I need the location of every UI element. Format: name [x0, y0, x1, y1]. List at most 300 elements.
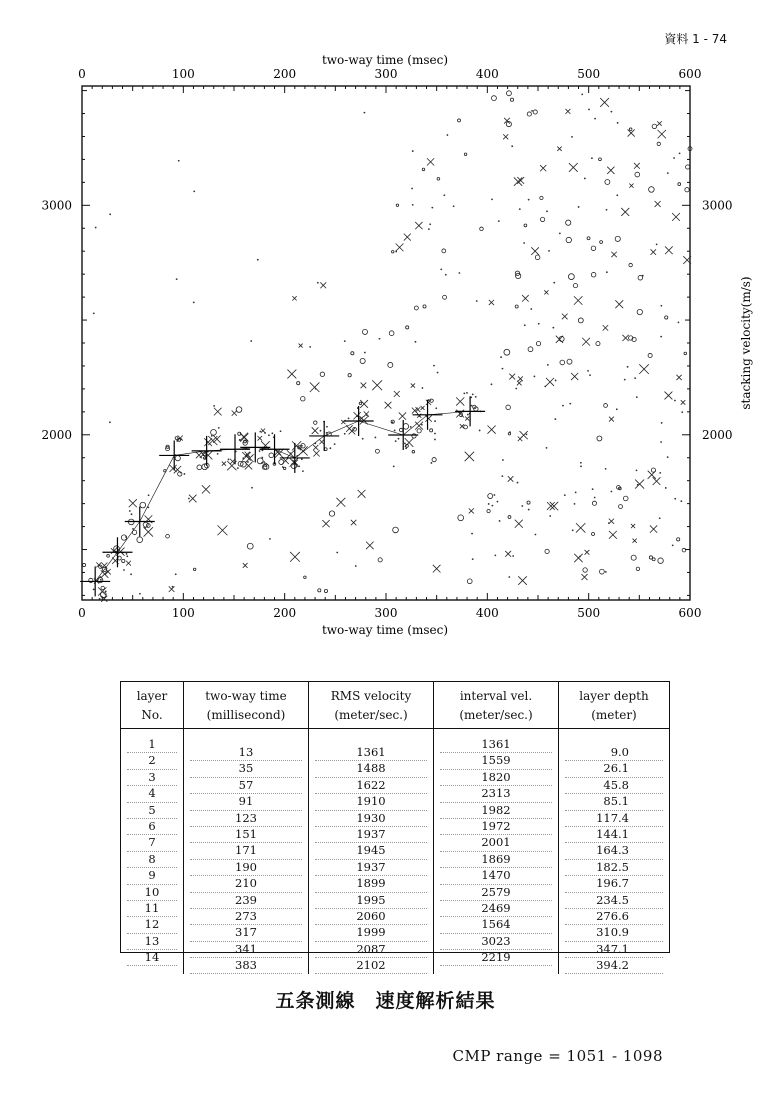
table-cell: 85.1	[565, 794, 663, 810]
scatter-point	[578, 318, 583, 323]
scatter-point	[458, 515, 464, 521]
scatter-point	[388, 362, 393, 367]
scatter-point	[405, 448, 407, 450]
table-cell: 1869	[440, 852, 552, 868]
scatter-point	[329, 447, 331, 449]
scatter-point	[351, 352, 354, 355]
scatter-point	[193, 568, 195, 570]
table-cell: 10	[127, 885, 177, 901]
x-tick-label-bottom: 300	[374, 606, 398, 620]
scatter-point	[546, 447, 548, 449]
scatter-point	[421, 424, 423, 426]
scatter-point	[673, 157, 675, 159]
scatter-point	[107, 555, 110, 558]
scatter-point	[637, 484, 639, 486]
scatter-point	[538, 323, 540, 325]
scatter-point	[213, 405, 215, 407]
scatter-point	[334, 443, 336, 445]
scatter-point	[499, 520, 501, 522]
scatter-point	[399, 412, 406, 419]
scatter-point	[95, 227, 97, 229]
scatter-point	[122, 559, 125, 562]
scatter-point	[562, 405, 564, 407]
scatter-point	[263, 461, 265, 463]
scatter-point	[313, 450, 319, 456]
table-cell: 347.1	[565, 942, 663, 958]
x-tick-label-top: 500	[577, 67, 601, 81]
scatter-point	[214, 408, 222, 416]
table-cell: 4	[127, 786, 177, 802]
scatter-point	[639, 364, 649, 374]
scatter-point	[304, 576, 307, 579]
table-cell: 1	[127, 737, 177, 753]
scatter-point	[562, 314, 568, 320]
scatter-point	[319, 440, 324, 445]
scatter-point	[406, 326, 409, 329]
scatter-point	[564, 494, 566, 496]
scatter-point	[140, 502, 146, 508]
y-tick-label-left: 3000	[41, 198, 72, 213]
scatter-point	[527, 501, 530, 504]
scatter-point	[93, 312, 95, 314]
figure-caption: 五条測線 速度解析結果	[275, 990, 496, 1012]
scatter-point	[351, 520, 357, 526]
scatter-point	[290, 552, 300, 562]
scatter-point	[619, 505, 623, 509]
scatter-point	[636, 470, 638, 472]
scatter-point	[314, 421, 317, 424]
scatter-point	[653, 477, 661, 485]
scatter-point	[440, 268, 442, 270]
scatter-point	[611, 252, 616, 257]
scatter-point	[395, 440, 397, 442]
scatter-point	[555, 380, 557, 382]
pick-trend-line	[95, 411, 470, 581]
scatter-point	[528, 347, 533, 352]
scatter-point	[617, 122, 619, 124]
scatter-point	[396, 244, 404, 252]
scatter-point	[497, 501, 499, 503]
scatter-point	[423, 305, 426, 308]
scatter-point	[527, 112, 531, 116]
velocity-pick	[280, 443, 310, 473]
scatter-point	[634, 377, 636, 379]
scatter-point	[627, 366, 629, 368]
scatter-point	[297, 382, 300, 385]
scatter-point	[637, 309, 642, 314]
scatter-point	[301, 445, 303, 447]
table-cell: 1559	[440, 753, 552, 769]
scatter-point	[589, 374, 591, 376]
scatter-point	[394, 391, 400, 397]
scatter-point	[657, 121, 662, 126]
table-cell: 1361	[440, 737, 552, 753]
scatter-point	[247, 543, 253, 549]
scatter-point	[607, 167, 614, 174]
scatter-point	[430, 429, 433, 432]
table-cell: 1999	[315, 925, 427, 941]
x-tick-label-bottom: 100	[171, 606, 195, 620]
scatter-point	[143, 522, 148, 527]
scatter-point	[629, 263, 632, 266]
table-cell: 7	[127, 835, 177, 851]
scatter-point	[283, 467, 285, 469]
scatter-point	[399, 428, 402, 431]
scatter-point	[524, 224, 527, 227]
scatter-point	[544, 386, 546, 388]
table-cell: 190	[190, 860, 302, 876]
velocity-table	[120, 681, 670, 973]
scatter-point	[491, 198, 493, 200]
scatter-point	[512, 555, 514, 557]
scatter-point	[465, 417, 469, 421]
scatter-point	[491, 383, 493, 385]
scatter-point	[530, 308, 532, 310]
scatter-point	[511, 145, 513, 147]
scatter-point	[344, 340, 346, 342]
scatter-point	[557, 147, 561, 151]
scatter-point	[99, 576, 101, 578]
scatter-point	[211, 429, 217, 435]
scatter-point	[674, 400, 676, 402]
scatter-point	[610, 111, 612, 113]
scatter-point	[565, 109, 570, 114]
scatter-point	[394, 430, 396, 432]
scatter-point	[405, 438, 414, 447]
scatter-point	[247, 461, 249, 463]
scatter-point	[348, 374, 351, 377]
scatter-point	[536, 341, 540, 345]
scatter-point	[487, 425, 495, 433]
scatter-point	[427, 158, 434, 165]
scatter-point	[422, 387, 424, 389]
scatter-point	[99, 598, 101, 600]
scatter-point	[211, 435, 213, 437]
scatter-point	[658, 130, 666, 138]
table-cell: 1995	[315, 893, 427, 909]
table-cell: 9.0	[565, 745, 663, 761]
scatter-point	[411, 188, 413, 190]
column-two-way-time	[190, 745, 302, 974]
velocity-pick	[413, 400, 443, 430]
scatter-point	[257, 436, 262, 441]
scatter-point	[686, 165, 690, 169]
scatter-point	[429, 223, 431, 225]
scatter-point	[433, 565, 441, 573]
scatter-point	[548, 250, 550, 252]
scatter-point	[287, 370, 296, 379]
scatter-point	[392, 250, 394, 252]
scatter-point	[681, 400, 686, 405]
scatter-point	[463, 393, 465, 395]
scatter-point	[631, 555, 636, 560]
scatter-point	[681, 411, 683, 413]
scatter-point	[506, 405, 511, 410]
scatter-point	[552, 327, 554, 329]
scatter-point	[228, 459, 230, 461]
scatter-point	[649, 556, 652, 559]
scatter-point	[491, 505, 493, 507]
scatter-point	[584, 178, 586, 180]
scatter-point	[184, 473, 186, 475]
scatter-point	[301, 397, 305, 401]
scatter-point	[445, 274, 447, 276]
scatter-point	[336, 552, 338, 554]
scatter-point	[290, 458, 299, 467]
table-cell: 1622	[315, 778, 427, 794]
table-cell: 11	[127, 901, 177, 917]
scatter-point	[431, 207, 433, 209]
scatter-point	[657, 142, 660, 145]
scatter-point	[623, 496, 628, 501]
table-cell: 26.1	[565, 761, 663, 777]
scatter-point	[665, 392, 673, 400]
table-cell: 1899	[315, 876, 427, 892]
scatter-point	[410, 426, 412, 428]
scatter-point	[540, 217, 544, 221]
scatter-point	[616, 194, 618, 196]
scatter-point	[472, 393, 474, 395]
scatter-point	[604, 404, 608, 408]
scatter-point	[621, 208, 629, 216]
scatter-point	[667, 172, 669, 174]
scatter-point	[82, 563, 85, 566]
table-cell: 1930	[315, 811, 427, 827]
scatter-point	[412, 204, 414, 206]
scatter-point	[355, 565, 357, 567]
scatter-point	[672, 544, 674, 546]
scatter-point	[315, 388, 317, 390]
scatter-point	[320, 430, 322, 432]
x-axis-label-top: two-way time (msec)	[321, 53, 449, 67]
scatter-point	[631, 524, 635, 528]
scatter-point	[580, 465, 582, 467]
scatter-point	[659, 472, 661, 474]
scatter-point	[606, 271, 608, 273]
scatter-point	[415, 341, 417, 343]
scatter-point	[605, 468, 607, 470]
scatter-point	[412, 450, 415, 453]
scatter-point	[576, 523, 585, 532]
scatter-point	[100, 579, 102, 581]
plot-frame	[82, 86, 690, 600]
scatter-point	[374, 437, 376, 439]
scatter-point	[592, 488, 594, 490]
scatter-point	[592, 532, 595, 535]
x-tick-label-top: 100	[171, 67, 195, 81]
scatter-point	[366, 414, 368, 416]
scatter-point	[622, 335, 628, 341]
scatter-point	[378, 558, 382, 562]
scatter-point	[309, 346, 311, 348]
x-tick-label-top: 200	[273, 67, 297, 81]
scatter-point	[660, 305, 662, 307]
scatter-point	[652, 124, 656, 128]
scatter-point	[109, 421, 111, 423]
scatter-point	[169, 586, 175, 592]
scatter-point	[193, 302, 195, 304]
scatter-point	[361, 383, 367, 389]
scatter-point	[535, 255, 540, 260]
scatter-point	[624, 379, 626, 381]
scatter-point	[575, 491, 577, 493]
header-layer-depth: layer depth (meter)	[559, 682, 670, 729]
scatter-point	[359, 402, 362, 405]
scatter-point	[655, 201, 661, 207]
scatter-point	[505, 551, 511, 557]
scatter-point	[609, 417, 614, 422]
scatter-point	[494, 494, 496, 496]
table-cell: 91	[190, 794, 302, 810]
scatter-point	[650, 249, 656, 255]
scatter-point	[459, 272, 461, 274]
scatter-point	[503, 134, 508, 139]
scatter-point	[414, 306, 418, 310]
scatter-point	[524, 324, 526, 326]
scatter-point	[488, 494, 493, 499]
scatter-point	[443, 295, 447, 299]
scatter-point	[243, 563, 248, 568]
scatter-point	[569, 163, 578, 172]
x-tick-label-bottom: 0	[78, 606, 86, 620]
table-cell: 8	[127, 852, 177, 868]
scatter-point	[412, 150, 414, 152]
scatter-point	[591, 157, 593, 159]
scatter-point	[494, 554, 496, 556]
scatter-point	[629, 184, 633, 188]
scatter-point	[592, 501, 596, 505]
scatter-point	[615, 236, 620, 241]
scatter-point	[679, 153, 681, 155]
scatter-point	[636, 396, 638, 398]
scatter-point	[148, 494, 150, 496]
scatter-point	[320, 372, 324, 376]
scatter-point	[500, 356, 502, 358]
y-axis-label: stacking velocity(m/s)	[739, 276, 753, 410]
scatter-point	[250, 340, 252, 342]
velocity-pick	[344, 406, 374, 436]
scatter-point	[218, 427, 220, 429]
scatter-point	[322, 520, 329, 527]
scatter-point	[582, 338, 590, 346]
scatter-point	[126, 553, 128, 555]
scatter-point	[571, 136, 573, 138]
scatter-point	[404, 234, 411, 241]
y-tick-label-right: 3000	[702, 198, 733, 213]
table-cell: 13	[127, 934, 177, 950]
scatter-point	[379, 338, 381, 340]
table-cell: 234.5	[565, 893, 663, 909]
scatter-point	[218, 525, 228, 535]
scatter-point	[421, 406, 425, 410]
scatter-point	[487, 509, 490, 512]
scatter-point	[472, 558, 474, 560]
scatter-point	[649, 187, 655, 193]
table-cell: 1937	[315, 827, 427, 843]
scatter-point	[634, 163, 640, 169]
scatter-point	[469, 508, 474, 513]
scatter-point	[661, 422, 663, 424]
scatter-point	[676, 375, 681, 380]
scatter-point	[465, 452, 474, 461]
scatter-point	[636, 567, 639, 570]
scatter-point	[364, 352, 366, 354]
scatter-point	[509, 374, 515, 380]
scatter-point	[489, 300, 494, 305]
velocity-pick	[309, 421, 339, 451]
scatter-point	[678, 183, 681, 186]
scatter-point	[522, 295, 529, 302]
scatter-point	[535, 534, 537, 536]
scatter-point	[519, 208, 521, 210]
scatter-point	[261, 429, 265, 433]
scatter-point	[475, 396, 477, 398]
scatter-point	[217, 453, 219, 455]
scatter-point	[269, 538, 271, 540]
scatter-point	[188, 498, 190, 500]
scatter-point	[464, 425, 468, 429]
scatter-point	[665, 316, 668, 319]
scatter-point	[507, 91, 512, 96]
scatter-point	[591, 272, 596, 277]
scatter-point	[471, 405, 473, 407]
scatter-point	[534, 376, 536, 378]
scatter-point	[268, 434, 270, 436]
scatter-point	[396, 204, 398, 206]
table-cell: 1910	[315, 794, 427, 810]
scatter-point	[596, 342, 600, 346]
scatter-point	[648, 353, 652, 357]
table-cell: 2579	[440, 885, 552, 901]
scatter-point	[317, 282, 319, 284]
scatter-point	[569, 403, 571, 405]
velocity-pick	[388, 420, 418, 450]
scatter-point	[571, 373, 578, 380]
scatter-points	[82, 91, 692, 602]
table-cell: 2087	[315, 942, 427, 958]
scatter-point	[597, 436, 602, 441]
scatter-point	[432, 458, 436, 462]
y-tick-label-right: 2000	[702, 427, 733, 442]
scatter-point	[526, 433, 528, 435]
table-cell: 2102	[315, 958, 427, 974]
table-cell: 341	[190, 942, 302, 958]
scatter-point	[237, 467, 239, 469]
scatter-point	[411, 383, 415, 387]
header-two-way-time: two-way time (millisecond)	[184, 682, 309, 729]
table-cell: 210	[190, 876, 302, 892]
table-cell: 394.2	[565, 958, 663, 974]
scatter-point	[415, 222, 422, 229]
scatter-point	[196, 452, 202, 458]
header-layer-no: layer No.	[121, 682, 184, 729]
table-cell: 123	[190, 811, 302, 827]
scatter-point	[404, 442, 406, 444]
scatter-point	[635, 172, 640, 177]
table-cell: 1488	[315, 761, 427, 777]
scatter-point	[568, 274, 574, 280]
scatter-point	[126, 561, 131, 566]
scatter-point	[616, 408, 618, 410]
scatter-point	[609, 531, 617, 539]
scatter-point	[336, 498, 345, 507]
table-cell: 1937	[315, 860, 427, 876]
scatter-point	[417, 429, 421, 433]
scatter-point	[425, 415, 431, 421]
table-cell: 117.4	[565, 811, 663, 827]
scatter-point	[579, 556, 581, 558]
table-cell: 14	[127, 950, 177, 966]
